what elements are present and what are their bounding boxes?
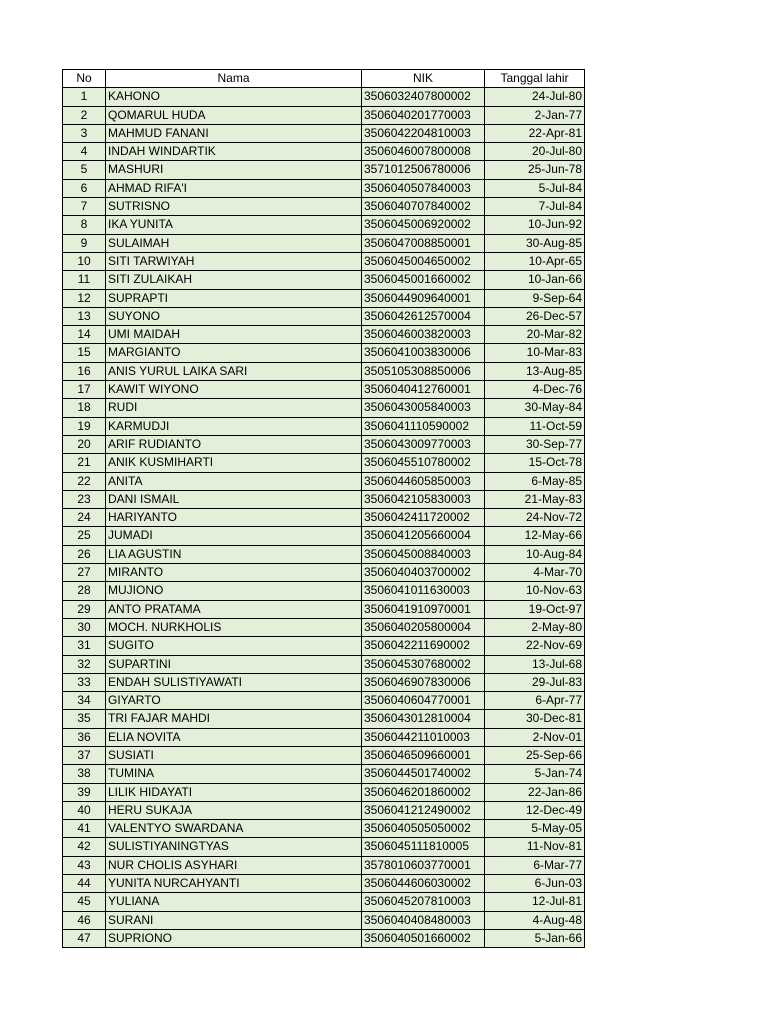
cell-no[interactable]: 8	[63, 216, 106, 234]
cell-nama[interactable]: KAWIT WIYONO	[106, 381, 362, 399]
cell-nik[interactable]: 3506045207810003	[362, 893, 485, 911]
cell-nama[interactable]: LIA AGUSTIN	[106, 545, 362, 563]
table-row	[63, 838, 585, 856]
cell-no[interactable]: 23	[63, 490, 106, 508]
cell-no[interactable]: 47	[63, 929, 106, 947]
cell-tanggal-lahir[interactable]: 5-Jul-84	[485, 179, 585, 197]
cell-tanggal-lahir[interactable]: 5-Jan-66	[485, 929, 585, 947]
cell-nik[interactable]: 3506040403700002	[362, 564, 485, 582]
cell-no[interactable]: 42	[63, 838, 106, 856]
cell-no[interactable]: 43	[63, 856, 106, 874]
cell-nama[interactable]: KAHONO	[106, 88, 362, 106]
cell-tanggal-lahir[interactable]: 10-Mar-83	[485, 344, 585, 362]
table-row	[63, 911, 585, 929]
cell-no[interactable]: 45	[63, 893, 106, 911]
cell-nama[interactable]: DANI ISMAIL	[106, 490, 362, 508]
table-row	[63, 801, 585, 819]
cell-nama[interactable]: MASHURI	[106, 161, 362, 179]
cell-no[interactable]: 35	[63, 710, 106, 728]
cell-tanggal-lahir[interactable]: 10-Apr-65	[485, 252, 585, 270]
table-row	[63, 307, 585, 325]
cell-tanggal-lahir[interactable]: 10-Nov-63	[485, 582, 585, 600]
cell-nik[interactable]: 3506040205800004	[362, 618, 485, 636]
cell-no[interactable]: 33	[63, 673, 106, 691]
cell-tanggal-lahir[interactable]: 26-Dec-57	[485, 307, 585, 325]
cell-nik[interactable]: 3506041212490002	[362, 801, 485, 819]
cell-tanggal-lahir[interactable]: 21-May-83	[485, 490, 585, 508]
table-row	[63, 435, 585, 453]
cell-no[interactable]: 41	[63, 820, 106, 838]
table-row	[63, 88, 585, 106]
cell-nama[interactable]: SUGITO	[106, 637, 362, 655]
cell-nama[interactable]: SUPRIONO	[106, 929, 362, 947]
cell-nama[interactable]: SULAIMAH	[106, 234, 362, 252]
cell-no[interactable]: 3	[63, 124, 106, 142]
cell-tanggal-lahir[interactable]: 4-Mar-70	[485, 564, 585, 582]
cell-nama[interactable]: ELIA NOVITA	[106, 728, 362, 746]
cell-nik[interactable]: 3506045008840003	[362, 545, 485, 563]
cell-tanggal-lahir[interactable]: 2-Nov-01	[485, 728, 585, 746]
header-tanggal-lahir[interactable]: Tanggal lahir	[485, 70, 585, 88]
table-row	[63, 381, 585, 399]
cell-no[interactable]: 24	[63, 509, 106, 527]
table-row	[63, 216, 585, 234]
cell-tanggal-lahir[interactable]: 6-Mar-77	[485, 856, 585, 874]
table-row	[63, 746, 585, 764]
cell-no[interactable]: 26	[63, 545, 106, 563]
cell-no[interactable]: 46	[63, 911, 106, 929]
cell-no[interactable]: 17	[63, 381, 106, 399]
cell-tanggal-lahir[interactable]: 4-Dec-76	[485, 381, 585, 399]
cell-no[interactable]: 5	[63, 161, 106, 179]
cell-nik[interactable]: 3506040201770003	[362, 106, 485, 124]
cell-nama[interactable]: TUMINA	[106, 765, 362, 783]
cell-tanggal-lahir[interactable]: 10-Jan-66	[485, 271, 585, 289]
header-no[interactable]: No	[63, 70, 106, 88]
cell-tanggal-lahir[interactable]: 30-May-84	[485, 399, 585, 417]
cell-no[interactable]: 44	[63, 875, 106, 893]
cell-nik[interactable]: 3506042105830003	[362, 490, 485, 508]
cell-tanggal-lahir[interactable]: 6-Jun-03	[485, 875, 585, 893]
cell-nik[interactable]: 3505105308850006	[362, 362, 485, 380]
cell-no[interactable]: 18	[63, 399, 106, 417]
table-row	[63, 820, 585, 838]
cell-tanggal-lahir[interactable]: 22-Apr-81	[485, 124, 585, 142]
table-row	[63, 326, 585, 344]
table-body	[63, 88, 585, 948]
table-row	[63, 161, 585, 179]
cell-tanggal-lahir[interactable]: 24-Jul-80	[485, 88, 585, 106]
cell-nik[interactable]: 3506045004650002	[362, 252, 485, 270]
cell-nik[interactable]: 3506043009770003	[362, 435, 485, 453]
table-row	[63, 252, 585, 270]
cell-nik[interactable]: 3506040507840003	[362, 179, 485, 197]
cell-nik[interactable]: 3506041910970001	[362, 600, 485, 618]
cell-no[interactable]: 16	[63, 362, 106, 380]
cell-nama[interactable]: ANITA	[106, 472, 362, 490]
data-table	[62, 69, 585, 948]
table-row	[63, 417, 585, 435]
cell-nama[interactable]: HARIYANTO	[106, 509, 362, 527]
cell-nama[interactable]: MUJIONO	[106, 582, 362, 600]
cell-no[interactable]: 6	[63, 179, 106, 197]
cell-tanggal-lahir[interactable]: 19-Oct-97	[485, 600, 585, 618]
cell-nik[interactable]: 3506044606030002	[362, 875, 485, 893]
cell-no[interactable]: 28	[63, 582, 106, 600]
cell-tanggal-lahir[interactable]: 6-Apr-77	[485, 692, 585, 710]
cell-nama[interactable]: YUNITA NURCAHYANTI	[106, 875, 362, 893]
cell-nik[interactable]: 3506042612570004	[362, 307, 485, 325]
cell-no[interactable]: 10	[63, 252, 106, 270]
cell-no[interactable]: 12	[63, 289, 106, 307]
cell-tanggal-lahir[interactable]: 5-Jan-74	[485, 765, 585, 783]
cell-nik[interactable]: 3506045001660002	[362, 271, 485, 289]
table-row	[63, 124, 585, 142]
cell-nama[interactable]: SURANI	[106, 911, 362, 929]
table-row	[63, 289, 585, 307]
cell-tanggal-lahir[interactable]: 25-Jun-78	[485, 161, 585, 179]
cell-nik[interactable]: 3506046201860002	[362, 783, 485, 801]
cell-nik[interactable]: 3578010603770001	[362, 856, 485, 874]
cell-no[interactable]: 34	[63, 692, 106, 710]
cell-tanggal-lahir[interactable]: 11-Nov-81	[485, 838, 585, 856]
cell-tanggal-lahir[interactable]: 29-Jul-83	[485, 673, 585, 691]
cell-no[interactable]: 21	[63, 454, 106, 472]
cell-nama[interactable]: ENDAH SULISTIYAWATI	[106, 673, 362, 691]
cell-tanggal-lahir[interactable]: 15-Oct-78	[485, 454, 585, 472]
cell-nama[interactable]: VALENTYO SWARDANA	[106, 820, 362, 838]
cell-nik[interactable]: 3506040604770001	[362, 692, 485, 710]
header-row	[63, 70, 585, 88]
table-row	[63, 271, 585, 289]
cell-nik[interactable]: 3506042411720002	[362, 509, 485, 527]
cell-no[interactable]: 7	[63, 198, 106, 216]
cell-nama[interactable]: SITI ZULAIKAH	[106, 271, 362, 289]
cell-nama[interactable]: JUMADI	[106, 527, 362, 545]
cell-nama[interactable]: SULISTIYANINGTYAS	[106, 838, 362, 856]
cell-tanggal-lahir[interactable]: 13-Jul-68	[485, 655, 585, 673]
cell-no[interactable]: 22	[63, 472, 106, 490]
table-row	[63, 399, 585, 417]
table-row	[63, 728, 585, 746]
cell-tanggal-lahir[interactable]: 9-Sep-64	[485, 289, 585, 307]
table-row	[63, 582, 585, 600]
cell-nik[interactable]: 3506046007800008	[362, 143, 485, 161]
table-row	[63, 234, 585, 252]
cell-tanggal-lahir[interactable]: 20-Mar-82	[485, 326, 585, 344]
cell-nama[interactable]: UMI MAIDAH	[106, 326, 362, 344]
cell-nama[interactable]: MOCH. NURKHOLIS	[106, 618, 362, 636]
cell-nama[interactable]: YULIANA	[106, 893, 362, 911]
table-row	[63, 875, 585, 893]
table-row	[63, 527, 585, 545]
table-row	[63, 929, 585, 947]
cell-tanggal-lahir[interactable]: 6-May-85	[485, 472, 585, 490]
header-nama[interactable]: Nama	[106, 70, 362, 88]
table-row	[63, 545, 585, 563]
cell-nik[interactable]: 3506046907830006	[362, 673, 485, 691]
cell-tanggal-lahir[interactable]: 10-Aug-84	[485, 545, 585, 563]
cell-no[interactable]: 39	[63, 783, 106, 801]
cell-tanggal-lahir[interactable]: 12-May-66	[485, 527, 585, 545]
table-row	[63, 856, 585, 874]
cell-no[interactable]: 38	[63, 765, 106, 783]
cell-nama[interactable]: GIYARTO	[106, 692, 362, 710]
cell-nama[interactable]: ANTO PRATAMA	[106, 600, 362, 618]
cell-nama[interactable]: KARMUDJI	[106, 417, 362, 435]
cell-no[interactable]: 31	[63, 637, 106, 655]
cell-nik[interactable]: 3506041003830006	[362, 344, 485, 362]
cell-no[interactable]: 11	[63, 271, 106, 289]
cell-tanggal-lahir[interactable]: 2-Jan-77	[485, 106, 585, 124]
cell-tanggal-lahir[interactable]: 22-Nov-69	[485, 637, 585, 655]
cell-tanggal-lahir[interactable]: 22-Jan-86	[485, 783, 585, 801]
cell-no[interactable]: 37	[63, 746, 106, 764]
cell-nik[interactable]: 3571012506780006	[362, 161, 485, 179]
cell-no[interactable]: 19	[63, 417, 106, 435]
cell-nama[interactable]: SUPARTINI	[106, 655, 362, 673]
cell-nik[interactable]: 3506045307680002	[362, 655, 485, 673]
cell-tanggal-lahir[interactable]: 30-Dec-81	[485, 710, 585, 728]
cell-no[interactable]: 20	[63, 435, 106, 453]
cell-nama[interactable]: AHMAD RIFA'I	[106, 179, 362, 197]
cell-nik[interactable]: 3506040412760001	[362, 381, 485, 399]
cell-nik[interactable]: 3506045510780002	[362, 454, 485, 472]
cell-nik[interactable]: 3506043012810004	[362, 710, 485, 728]
cell-nama[interactable]: MARGIANTO	[106, 344, 362, 362]
cell-tanggal-lahir[interactable]: 11-Oct-59	[485, 417, 585, 435]
cell-tanggal-lahir[interactable]: 24-Nov-72	[485, 509, 585, 527]
cell-nik[interactable]: 3506047008850001	[362, 234, 485, 252]
table-row	[63, 179, 585, 197]
cell-no[interactable]: 15	[63, 344, 106, 362]
cell-no[interactable]: 14	[63, 326, 106, 344]
cell-no[interactable]: 30	[63, 618, 106, 636]
cell-no[interactable]: 36	[63, 728, 106, 746]
table-row	[63, 106, 585, 124]
cell-nik[interactable]: 3506040505050002	[362, 820, 485, 838]
cell-tanggal-lahir[interactable]: 4-Aug-48	[485, 911, 585, 929]
cell-no[interactable]: 25	[63, 527, 106, 545]
cell-nama[interactable]: RUDI	[106, 399, 362, 417]
cell-nik[interactable]: 3506040408480003	[362, 911, 485, 929]
table-row	[63, 198, 585, 216]
cell-tanggal-lahir[interactable]: 20-Jul-80	[485, 143, 585, 161]
cell-nik[interactable]: 3506045006920002	[362, 216, 485, 234]
cell-nama[interactable]: IKA YUNITA	[106, 216, 362, 234]
table-row	[63, 509, 585, 527]
table-row	[63, 893, 585, 911]
cell-nama[interactable]: ANIK KUSMIHARTI	[106, 454, 362, 472]
cell-nama[interactable]: TRI FAJAR MAHDI	[106, 710, 362, 728]
cell-no[interactable]: 13	[63, 307, 106, 325]
cell-nama[interactable]: ARIF RUDIANTO	[106, 435, 362, 453]
table-row	[63, 490, 585, 508]
cell-nama[interactable]: SUYONO	[106, 307, 362, 325]
cell-no[interactable]: 1	[63, 88, 106, 106]
cell-nik[interactable]: 3506041110590002	[362, 417, 485, 435]
table-row	[63, 362, 585, 380]
cell-no[interactable]: 2	[63, 106, 106, 124]
cell-nama[interactable]: MIRANTO	[106, 564, 362, 582]
cell-nik[interactable]: 3506042211690002	[362, 637, 485, 655]
table-row	[63, 692, 585, 710]
table-row	[63, 564, 585, 582]
table-row	[63, 618, 585, 636]
cell-tanggal-lahir[interactable]: 30-Aug-85	[485, 234, 585, 252]
cell-nama[interactable]: NUR CHOLIS ASYHARI	[106, 856, 362, 874]
cell-nik[interactable]: 3506043005840003	[362, 399, 485, 417]
cell-nik[interactable]: 3506044211010003	[362, 728, 485, 746]
cell-no[interactable]: 40	[63, 801, 106, 819]
cell-nama[interactable]: QOMARUL HUDA	[106, 106, 362, 124]
cell-nik[interactable]: 3506046509660001	[362, 746, 485, 764]
table-row	[63, 673, 585, 691]
cell-nama[interactable]: SITI TARWIYAH	[106, 252, 362, 270]
cell-tanggal-lahir[interactable]: 5-May-05	[485, 820, 585, 838]
cell-nik[interactable]: 3506045111810005	[362, 838, 485, 856]
cell-tanggal-lahir[interactable]: 2-May-80	[485, 618, 585, 636]
cell-nama[interactable]: MAHMUD FANANI	[106, 124, 362, 142]
header-nik[interactable]: NIK	[362, 70, 485, 88]
cell-nik[interactable]: 3506044605850003	[362, 472, 485, 490]
cell-no[interactable]: 9	[63, 234, 106, 252]
cell-tanggal-lahir[interactable]: 30-Sep-77	[485, 435, 585, 453]
table-row	[63, 783, 585, 801]
cell-tanggal-lahir[interactable]: 25-Sep-66	[485, 746, 585, 764]
cell-nama[interactable]: INDAH WINDARTIK	[106, 143, 362, 161]
cell-nama[interactable]: SUSIATI	[106, 746, 362, 764]
cell-nik[interactable]: 3506046003820003	[362, 326, 485, 344]
table-row	[63, 344, 585, 362]
cell-no[interactable]: 4	[63, 143, 106, 161]
cell-nik[interactable]: 3506042204810003	[362, 124, 485, 142]
cell-nik[interactable]: 3506044501740002	[362, 765, 485, 783]
cell-nama[interactable]: ANIS YURUL LAIKA SARI	[106, 362, 362, 380]
table-row	[63, 143, 585, 161]
cell-no[interactable]: 29	[63, 600, 106, 618]
cell-nik[interactable]: 3506044909640001	[362, 289, 485, 307]
cell-nik[interactable]: 3506041205660004	[362, 527, 485, 545]
cell-tanggal-lahir[interactable]: 12-Dec-49	[485, 801, 585, 819]
cell-tanggal-lahir[interactable]: 13-Aug-85	[485, 362, 585, 380]
cell-nama[interactable]: LILIK HIDAYATI	[106, 783, 362, 801]
table-row	[63, 765, 585, 783]
cell-nama[interactable]: HERU SUKAJA	[106, 801, 362, 819]
table-row	[63, 472, 585, 490]
cell-nama[interactable]: SUPRAPTI	[106, 289, 362, 307]
cell-no[interactable]: 27	[63, 564, 106, 582]
table-row	[63, 600, 585, 618]
table-row	[63, 637, 585, 655]
cell-nik[interactable]: 3506032407800002	[362, 88, 485, 106]
cell-tanggal-lahir[interactable]: 10-Jun-92	[485, 216, 585, 234]
cell-nik[interactable]: 3506040707840002	[362, 198, 485, 216]
cell-no[interactable]: 32	[63, 655, 106, 673]
table-row	[63, 454, 585, 472]
cell-tanggal-lahir[interactable]: 7-Jul-84	[485, 198, 585, 216]
cell-nama[interactable]: SUTRISNO	[106, 198, 362, 216]
cell-nik[interactable]: 3506041011630003	[362, 582, 485, 600]
cell-tanggal-lahir[interactable]: 12-Jul-81	[485, 893, 585, 911]
table-row	[63, 710, 585, 728]
cell-nik[interactable]: 3506040501660002	[362, 929, 485, 947]
table-row	[63, 655, 585, 673]
